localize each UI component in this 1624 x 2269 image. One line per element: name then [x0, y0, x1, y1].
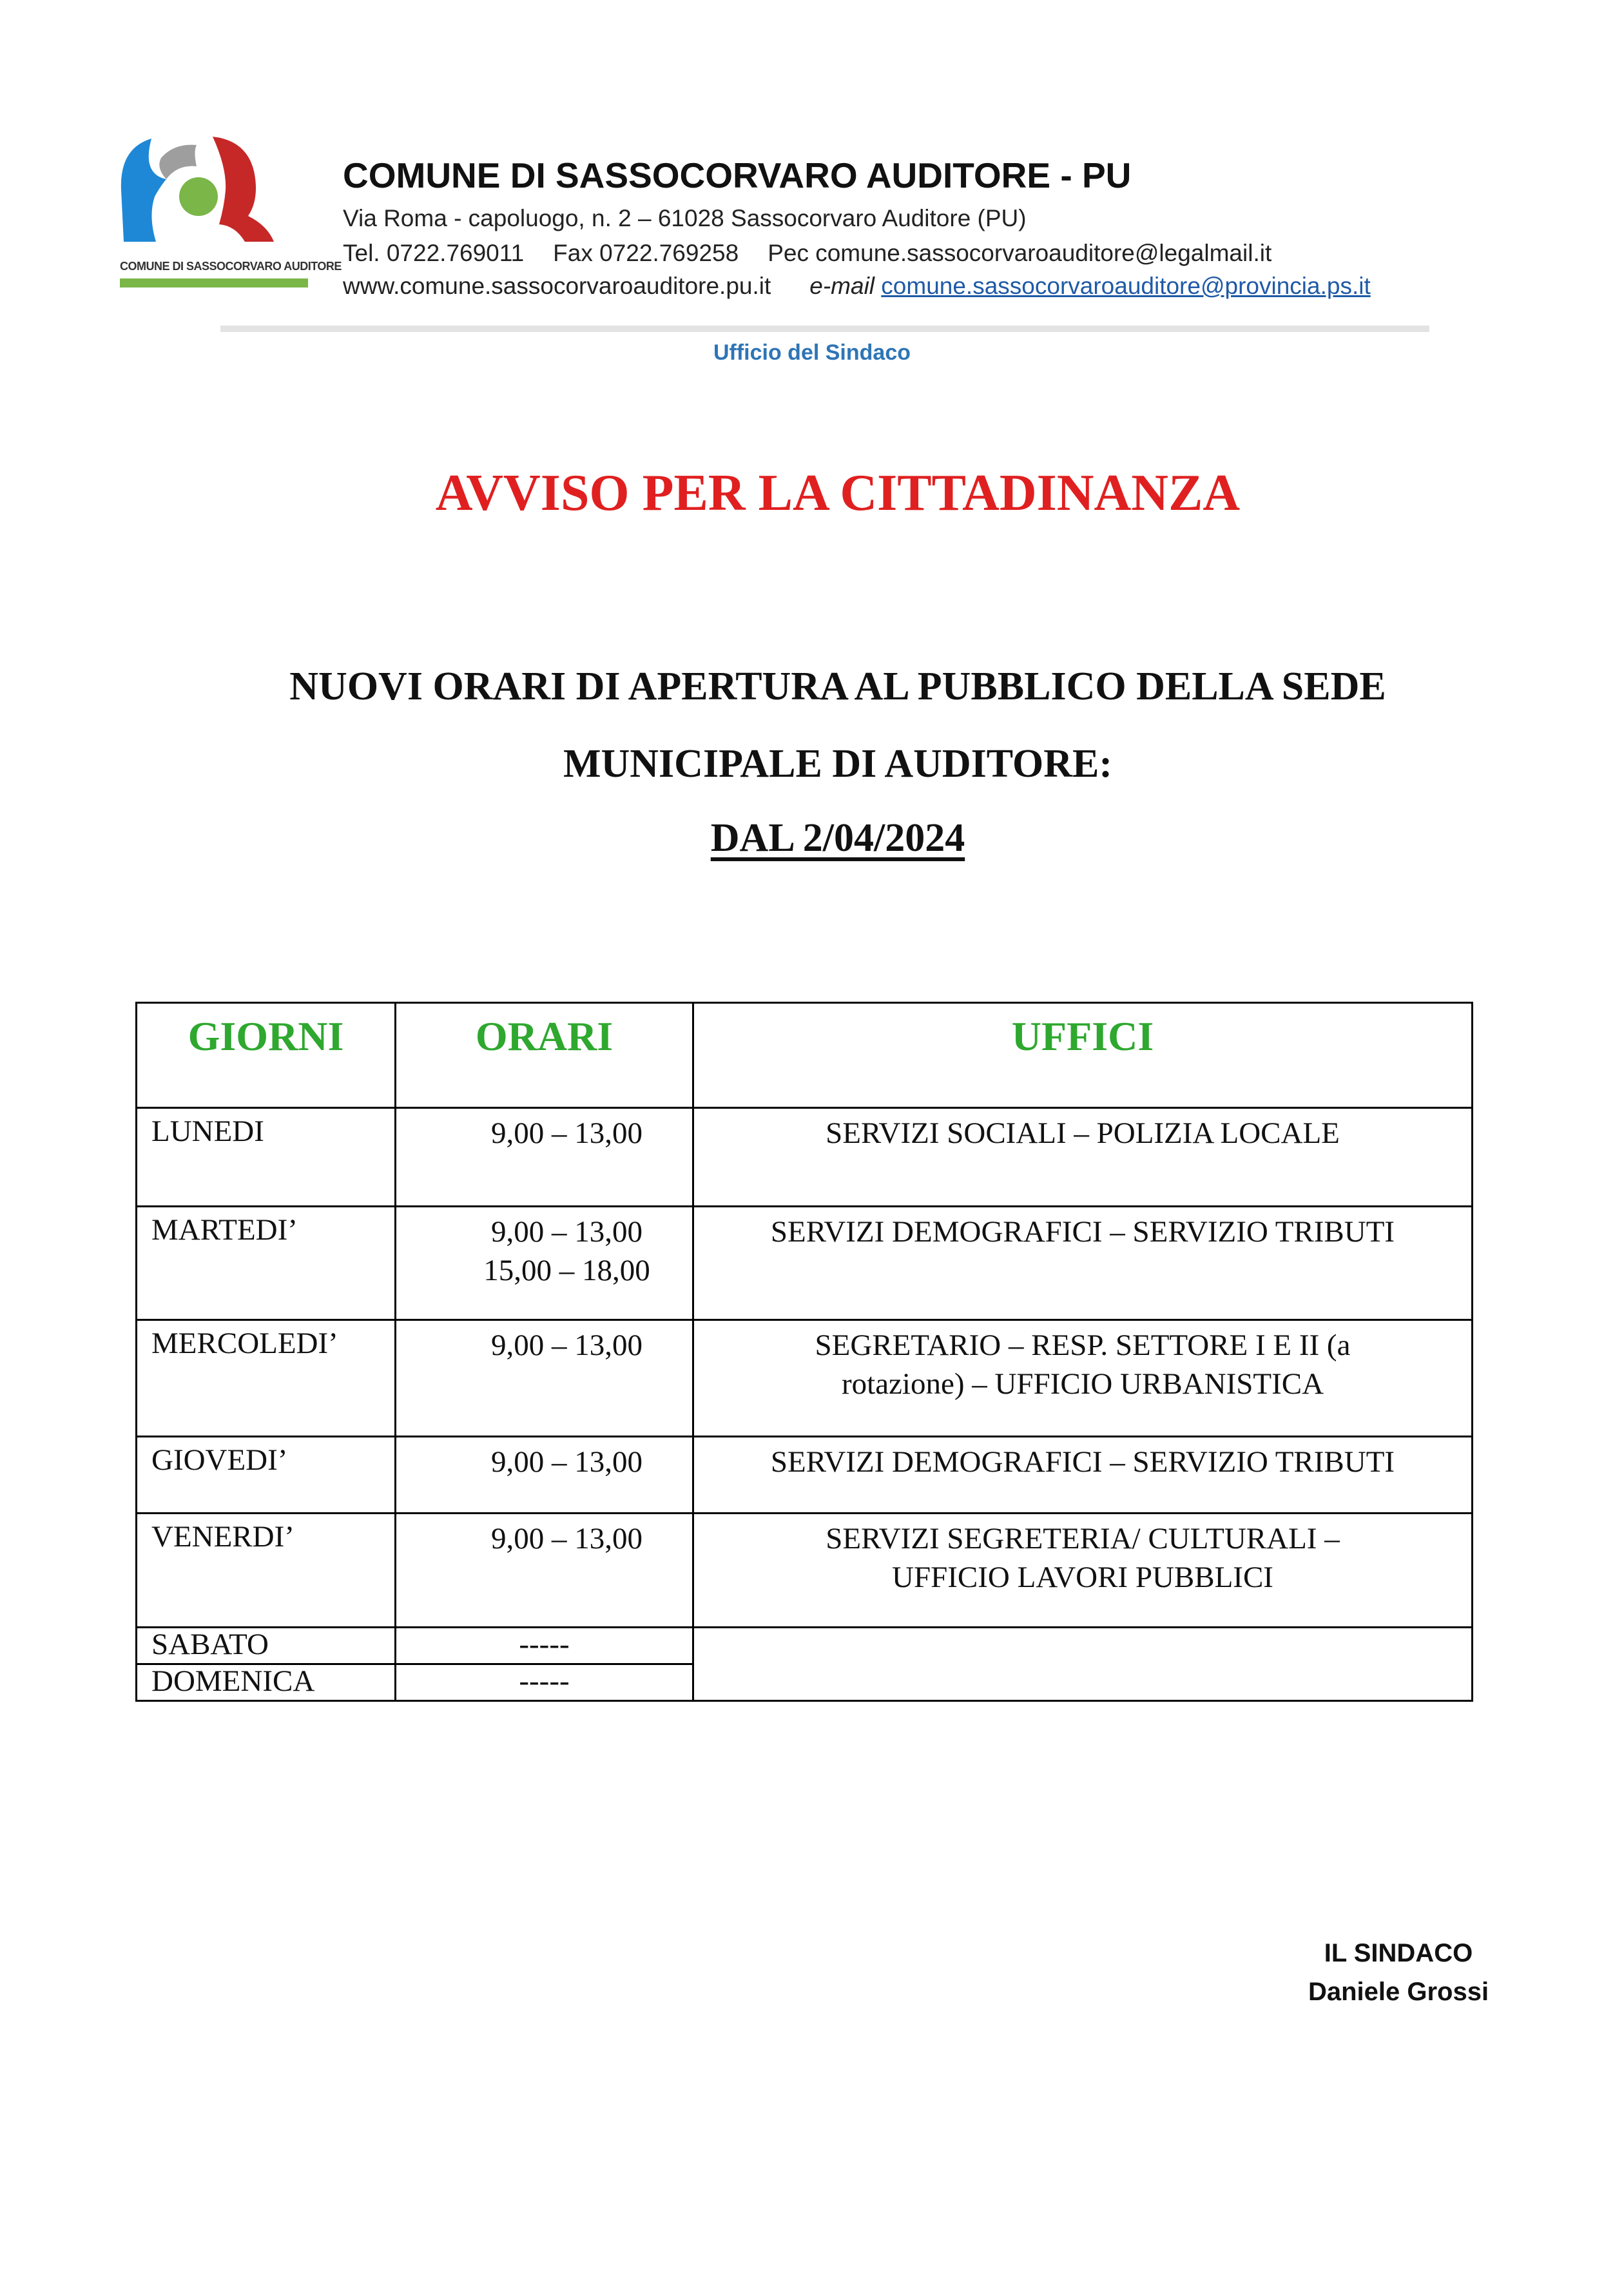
hours-line: 9,00 – 13,00 — [491, 1522, 643, 1555]
logo-green-bar — [120, 278, 308, 287]
table-row — [137, 1108, 1473, 1207]
offices-cell — [693, 1514, 1473, 1628]
offices-cell-empty — [693, 1628, 1473, 1701]
address-line: Via Roma - capoluogo, n. 2 – 61028 Sassocorvaro Auditore (PU) — [343, 205, 1027, 231]
office-name: Ufficio del Sindaco — [713, 340, 911, 365]
office-line: SERVIZI SEGRETERIA/ CULTURALI – — [826, 1522, 1340, 1555]
office-line: SERVIZI SOCIALI – POLIZIA LOCALE — [826, 1116, 1340, 1150]
hours-cell — [396, 1514, 693, 1628]
hours-cell: ----- — [396, 1628, 693, 1664]
effective-date: DAL 2/04/2024 — [710, 816, 965, 860]
hours-line: 15,00 – 18,00 — [483, 1254, 650, 1288]
offices-cell — [693, 1320, 1473, 1437]
day-cell: MERCOLEDI’ — [137, 1320, 396, 1437]
office-line: SEGRETARIO – RESP. SETTORE I E II (a — [815, 1329, 1351, 1362]
logo-caption: COMUNE DI SASSOCORVARO AUDITORE — [120, 260, 342, 273]
signature-role: IL SINDACO — [1324, 1939, 1473, 1967]
office-line: SERVIZI DEMOGRAFICI – SERVIZIO TRIBUTI — [770, 1215, 1395, 1249]
table-header-row — [137, 1003, 1473, 1108]
day-cell: VENERDI’ — [137, 1514, 396, 1628]
email-link[interactable]: comune.sassocorvaroauditore@provincia.ps.it — [881, 273, 1371, 299]
hours-cell — [396, 1207, 693, 1320]
day-cell: DOMENICA — [137, 1664, 396, 1701]
header-divider — [220, 326, 1429, 332]
logo-gray-arc — [159, 145, 197, 179]
offices-cell — [693, 1207, 1473, 1320]
office-line: rotazione) – UFFICIO URBANISTICA — [841, 1367, 1324, 1401]
office-line: UFFICIO LAVORI PUBBLICI — [892, 1561, 1273, 1595]
notice-title: AVVISO PER LA CITTADINANZA — [435, 465, 1241, 521]
table-row — [137, 1320, 1473, 1437]
schedule-table — [135, 1002, 1473, 1702]
office-line: SERVIZI DEMOGRAFICI – SERVIZIO TRIBUTI — [770, 1445, 1395, 1479]
web-line — [343, 273, 1371, 300]
logo-red-swoosh — [213, 137, 274, 242]
hours-line: 9,00 – 13,00 — [491, 1116, 643, 1150]
email-label: e-mail — [809, 273, 875, 299]
subtitle-line-2: MUNICIPALE DI AUDITORE: — [563, 742, 1112, 786]
day-cell: LUNEDI — [137, 1108, 396, 1207]
organization-name: COMUNE DI SASSOCORVARO AUDITORE - PU — [343, 155, 1132, 195]
day-cell: GIOVEDI’ — [137, 1437, 396, 1514]
header-days: GIORNI — [137, 1003, 396, 1108]
fax: Fax 0722.769258 — [553, 240, 739, 266]
contacts-line — [343, 240, 1271, 267]
subtitle-line-1: NUOVI ORARI DI APERTURA AL PUBBLICO DELLA SEDE — [289, 665, 1386, 708]
pec-address: Pec comune.sassocorvaroauditore@legalmail.it — [768, 240, 1272, 266]
table-row — [137, 1207, 1473, 1320]
logo-green-circle — [179, 177, 218, 216]
header-hours: ORARI — [396, 1003, 693, 1108]
hours-cell — [396, 1437, 693, 1514]
signature-name: Daniele Grossi — [1308, 1978, 1489, 2006]
hours-line: 9,00 – 13,00 — [491, 1329, 643, 1362]
hours-cell — [396, 1108, 693, 1207]
hours-line: 9,00 – 13,00 — [491, 1215, 643, 1249]
table-row — [137, 1514, 1473, 1628]
day-cell: SABATO — [137, 1628, 396, 1664]
signature-block — [1263, 1934, 1534, 2011]
table-row — [137, 1628, 1473, 1664]
website-link[interactable]: www.comune.sassocorvaroauditore.pu.it — [343, 273, 771, 299]
hours-cell: ----- — [396, 1664, 693, 1701]
offices-cell — [693, 1108, 1473, 1207]
offices-cell — [693, 1437, 1473, 1514]
hours-cell — [396, 1320, 693, 1437]
logo-blue-swoosh — [121, 139, 166, 242]
day-cell: MARTEDI’ — [137, 1207, 396, 1320]
hours-line: 9,00 – 13,00 — [491, 1445, 643, 1479]
header-offices: UFFICI — [693, 1003, 1473, 1108]
table-row — [137, 1437, 1473, 1514]
telephone: Tel. 0722.769011 — [343, 240, 525, 266]
